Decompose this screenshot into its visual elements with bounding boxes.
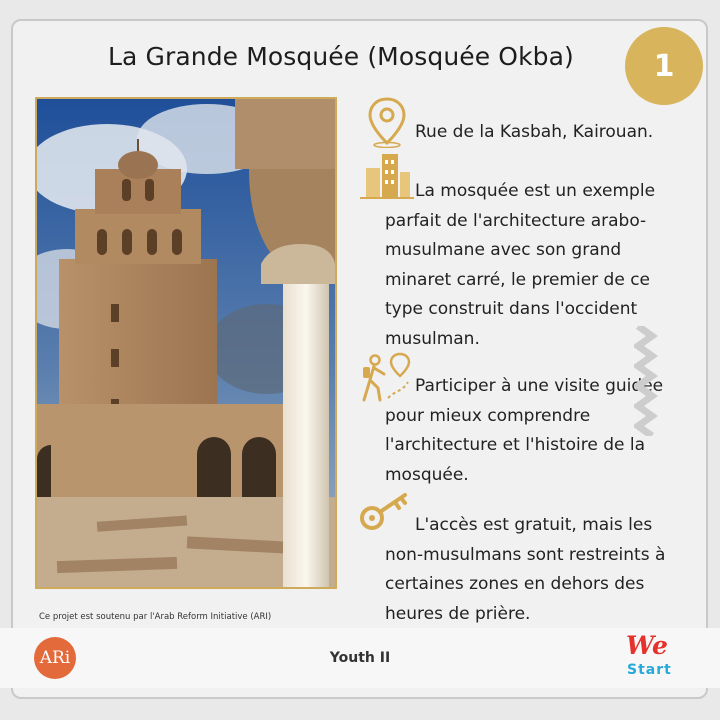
address-text: Rue de la Kasbah, Kairouan. — [415, 122, 654, 142]
description-paragraph: La mosquée est un exemple parfait de l'architecture arabo- musulmane avec son grand minaret carré, le premier de ce type construit dans l'occident musulman. — [385, 181, 656, 349]
mosque-photo — [35, 97, 337, 589]
zigzag-decoration — [634, 326, 658, 436]
page-title: La Grande Mosquée (Mosquée Okba) — [108, 42, 574, 71]
westart-we: We — [626, 631, 668, 660]
westart-start: Start — [627, 662, 672, 678]
access-paragraph: L'accès est gratuit, mais les non-musulmans sont restreints à certaines zones en dehors des heures de prière. — [385, 515, 666, 624]
number-badge: 1 — [625, 27, 703, 105]
visit-paragraph: Participer à une visite guidée pour mieux comprendre l'architecture et l'histoire de la mosquée. — [385, 376, 664, 485]
westart-logo — [618, 633, 688, 683]
ari-logo: ARi — [34, 637, 76, 679]
credit-text: Ce projet est soutenu par l'Arab Reform Initiative (ARI) — [39, 612, 272, 622]
location-pin-icon — [366, 96, 408, 148]
footer-label: Youth II — [329, 650, 391, 666]
